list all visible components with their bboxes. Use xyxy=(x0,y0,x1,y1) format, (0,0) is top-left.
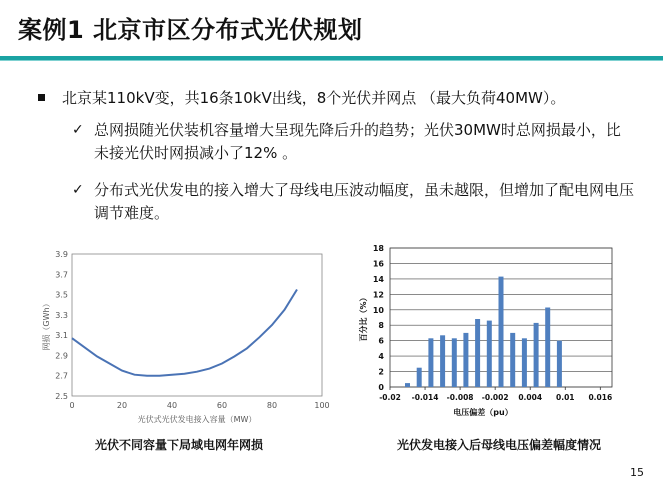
x-tick-label: -0.008 xyxy=(446,393,474,402)
page-number: 15 xyxy=(630,466,644,479)
y-tick-label: 14 xyxy=(372,274,384,284)
checkmark-icon: ✓ xyxy=(72,182,84,198)
bar xyxy=(499,277,504,387)
bar xyxy=(510,333,515,387)
sub-bullet-1-text: 总网损随光伏装机容量增大呈现先降后升的趋势；光伏30MW时总网损最小，比未接光伏时网损减小了12% 。 xyxy=(94,121,621,162)
bar xyxy=(417,368,422,387)
y-tick-label: 6 xyxy=(378,336,384,346)
y-tick-label: 3.9 xyxy=(55,250,68,259)
bar xyxy=(428,338,433,387)
voltage-deviation-bar-chart xyxy=(350,240,620,430)
bar xyxy=(475,319,480,387)
bar xyxy=(545,308,550,388)
bar xyxy=(487,321,492,387)
x-axis-label: 电压偏差（pu） xyxy=(453,408,513,417)
y-axis-label: 百分比（%） xyxy=(359,293,368,342)
y-tick-label: 10 xyxy=(372,305,384,315)
y-tick-label: 2 xyxy=(378,367,384,377)
y-tick-label: 3.1 xyxy=(55,331,68,341)
y-tick-label: 3.7 xyxy=(55,270,68,280)
title-underline-thin xyxy=(0,60,663,61)
network-loss-line-chart xyxy=(40,242,340,427)
left-chart-caption: 光伏不同容量下局域电网年网损 xyxy=(95,438,264,452)
bar xyxy=(463,333,468,387)
y-axis-label: 网损（GWh） xyxy=(42,299,51,351)
x-tick-label: -0.02 xyxy=(379,393,401,402)
right-chart-caption: 光伏发电接入后母线电压偏差幅度情况 xyxy=(397,438,602,452)
x-tick-label: 0.01 xyxy=(556,393,575,402)
y-tick-label: 3.3 xyxy=(55,310,68,320)
slide-title: 案例1 北京市区分布式光伏规划 xyxy=(18,16,363,44)
x-tick-label: -0.002 xyxy=(481,393,509,402)
plot-frame xyxy=(72,254,322,396)
square-bullet-icon xyxy=(38,94,45,101)
x-tick-label: 80 xyxy=(266,401,278,410)
y-tick-label: 4 xyxy=(378,352,384,362)
x-tick-label: 0.016 xyxy=(588,393,613,402)
y-tick-label: 16 xyxy=(372,259,384,269)
x-tick-label: 0.004 xyxy=(518,393,543,402)
x-tick-label: -0.014 xyxy=(411,393,439,402)
x-axis-label: 光伏式光伏发电接入容量（MW） xyxy=(137,415,257,424)
x-tick-label: 40 xyxy=(166,401,178,410)
bar xyxy=(405,383,410,387)
bar xyxy=(522,338,527,387)
y-tick-label: 12 xyxy=(372,290,384,300)
y-tick-label: 8 xyxy=(378,321,384,331)
bar xyxy=(452,338,457,387)
x-tick-label: 100 xyxy=(314,401,330,410)
y-tick-label: 2.9 xyxy=(55,351,68,361)
bar xyxy=(557,341,562,387)
y-tick-label: 18 xyxy=(372,244,384,253)
y-tick-label: 0 xyxy=(378,383,384,392)
x-tick-label: 60 xyxy=(216,401,228,410)
x-tick-label: 20 xyxy=(116,401,128,410)
series-line xyxy=(72,290,297,376)
x-tick-label: 0 xyxy=(69,401,75,410)
checkmark-icon: ✓ xyxy=(72,122,84,138)
main-bullet-text: 北京某110kV变，共16条10kV出线，8个光伏并网点 （最大负荷40MW）。 xyxy=(62,89,566,107)
y-tick-label: 2.5 xyxy=(55,392,68,401)
bar xyxy=(440,335,445,387)
y-tick-label: 3.5 xyxy=(55,290,68,300)
bar xyxy=(534,323,539,387)
sub-bullet-2-text: 分布式光伏发电的接入增大了母线电压波动幅度，虽未越限，但增加了配电网电压调节难度。 xyxy=(94,181,635,222)
y-tick-label: 2.7 xyxy=(55,371,68,381)
